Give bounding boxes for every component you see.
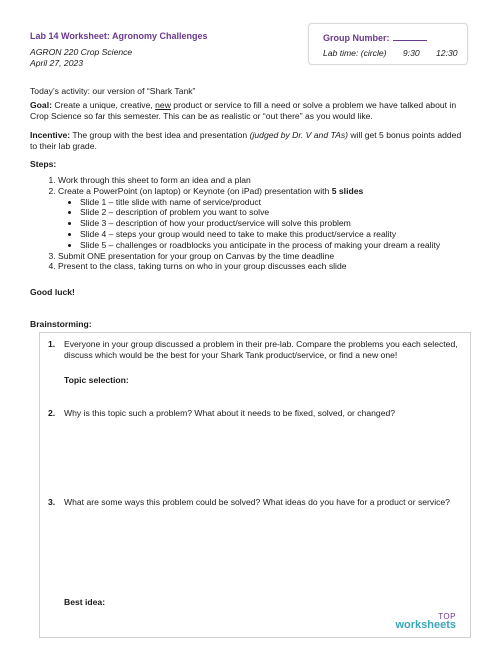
goal-text-underlined: new [155, 100, 171, 110]
slide-item: • Slide 4 – steps your group would need to take to make this product/service a reality [80, 229, 466, 240]
slide-item: • Slide 1 – title slide with name of service/product [80, 197, 466, 208]
step-item: 3. Submit ONE presentation for your group on Canvas by the time deadline [58, 251, 466, 262]
logo-top: TOP [438, 612, 456, 621]
incentive-text-post: will get 5 bonus points added to their lab grade. [30, 130, 462, 151]
group-number [323, 32, 427, 43]
course-name: AGRON 220 Crop Science [30, 47, 133, 57]
incentive-paragraph [30, 130, 470, 152]
logo-bottom: worksheets [395, 619, 456, 631]
incentive-label: Incentive: [30, 130, 71, 140]
lab-time-option-930[interactable]: 9:30 [402, 48, 420, 58]
step-item: 4. Present to the class, taking turns on who in your group discusses each slide [58, 261, 466, 272]
goal-text-post: product or service to fill a need or solve a problem we have talked about in Crop Science so far this semester. This can be as realistic or “out there” as you would like. [30, 100, 457, 121]
question-number: 2. [48, 408, 56, 418]
question-text: Everyone in your group discussed a problem in their pre-lab. Compare the problems you each selected, discuss which would be the best for your Shark Tank product/service, or find a new one! [64, 339, 458, 360]
goal-label: Goal: [30, 100, 52, 110]
brainstorming-box [39, 332, 471, 638]
course-info [30, 47, 132, 69]
question-number: 3. [48, 497, 56, 507]
date: April 27, 2023 [30, 58, 84, 68]
step2-text: Create a PowerPoint (on laptop) or Keynote (on iPad) presentation with [58, 185, 332, 196]
incentive-text-italic: (judged by Dr. V and TAs) [249, 130, 349, 140]
group-number-label: Group Number: [323, 33, 390, 43]
question-2 [48, 408, 462, 419]
lab-time [323, 48, 458, 58]
incentive-text-pre: The group with the best idea and presentation [70, 130, 250, 140]
steps-heading: Steps: [30, 159, 57, 169]
brainstorming-heading: Brainstorming: [30, 319, 92, 329]
worksheet-title: Lab 14 Worksheet: Agronomy Challenges [30, 31, 208, 41]
intro-text: Today’s activity: our version of “Shark Tank” [30, 86, 196, 96]
steps-list [46, 175, 466, 272]
best-idea-label: Best idea: [64, 597, 106, 607]
lab-time-label: Lab time: (circle) [323, 48, 387, 58]
slide-item: • Slide 3 – description of how your product/service will solve this problem [80, 218, 466, 229]
goal-paragraph [30, 100, 470, 122]
question-number: 1. [48, 339, 56, 349]
lab-time-option-1230[interactable]: 12:30 [436, 48, 458, 58]
slide-item: • Slide 5 – challenges or roadblocks you anticipate in the process of making your dream a reality [80, 240, 466, 251]
step2-bold: 5 slides [331, 185, 364, 196]
step-item [58, 186, 466, 251]
question-text: What are some ways this problem could be solved? What ideas do you have for a product or service? [64, 497, 450, 507]
goal-text-pre: Create a unique, creative, [51, 100, 156, 110]
question-1 [48, 339, 462, 361]
group-info-box [308, 23, 468, 65]
question-3 [48, 497, 462, 508]
good-luck: Good luck! [30, 287, 75, 297]
topic-selection-label: Topic selection: [64, 375, 129, 385]
step-item: 1. Work through this sheet to form an idea and a plan [58, 175, 466, 186]
slide-item: • Slide 2 – description of problem you want to solve [80, 207, 466, 218]
question-text: Why is this topic such a problem? What about it needs to be fixed, solved, or changed? [64, 408, 396, 418]
group-number-blank[interactable] [393, 32, 427, 41]
topworksheets-logo [395, 612, 456, 630]
